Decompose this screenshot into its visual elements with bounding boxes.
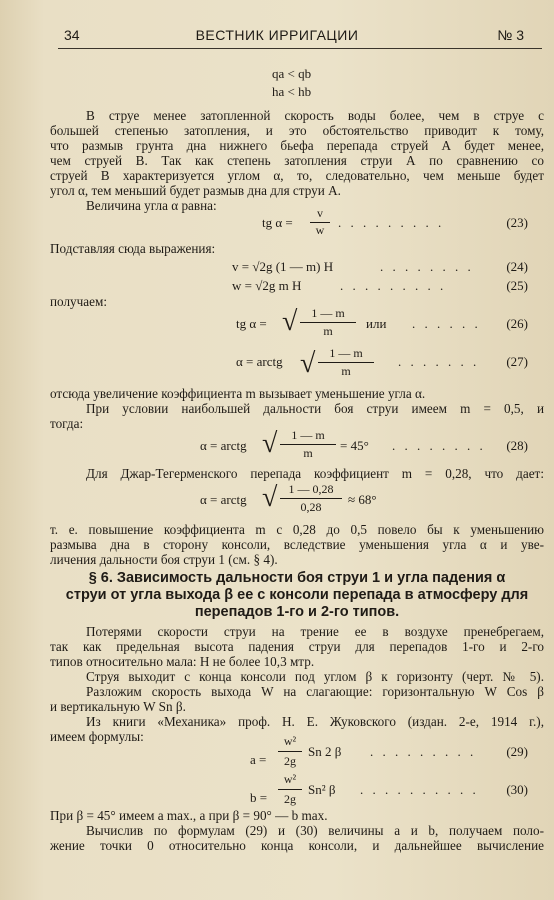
leader-dots: . . . . . . [412, 316, 481, 331]
text-line: получаем: [50, 294, 107, 309]
text-line: жение точки 0 относительно конца консоли, и дальнейшее вычисление [50, 838, 544, 853]
text-line: личения дальности боя струи 1 (см. § 4). [50, 552, 278, 567]
fraction-bar [300, 322, 356, 323]
leader-dots: . . . . . . . . [392, 438, 486, 453]
formula-lhs: α = arctg [236, 354, 283, 369]
text-line: типов относительно мала: Н не более 10,3 мтр. [50, 654, 315, 669]
text-line: Струя выходит с конца консоли под углом β к горизонту (черт. № 5). [86, 669, 544, 684]
radical-sign: √ [262, 428, 278, 459]
fraction-bar [280, 498, 342, 499]
formula-rhs: ≈ 68° [348, 492, 377, 507]
leader-dots: . . . . . . . . . [338, 215, 445, 230]
text-line: т. е. повышение коэффициента m с 0,28 до 0,5 повело бы к уменьшению [50, 522, 544, 537]
equation-number: (29) [506, 744, 528, 759]
formula-lhs: α = arctg [200, 492, 247, 507]
leader-dots: . . . . . . . . [380, 259, 474, 274]
text-line: струей В характеризуется углом α, то, следовательно, чем меньше будет [50, 168, 544, 183]
equation-number: (28) [506, 438, 528, 453]
page-number: 34 [64, 27, 80, 43]
text-line: большей степенью затопления, и это обстоятельство приводит к тому, [50, 123, 544, 138]
fraction-bar [278, 789, 302, 790]
radical-sign: √ [262, 482, 278, 513]
text-line: чем струей В. Так как степень затопления струи А по сравнению со [50, 153, 544, 168]
header-rule [58, 48, 542, 49]
equation-number: (27) [506, 354, 528, 369]
radical-sign: √ [300, 348, 316, 379]
text-line: Из книги «Механика» проф. Н. Е. Жуковского (издан. 2-е, 1914 г.), [86, 714, 544, 729]
text-line: При β = 45° имеем a max., а при β = 90° — b max. [50, 808, 328, 823]
text-line: Подставляя сюда выражения: [50, 241, 216, 256]
formula-lhs: tg α = [236, 316, 267, 331]
page-header [0, 27, 554, 49]
radical-sign: √ [282, 306, 298, 337]
fraction-denominator: m [323, 324, 333, 338]
fraction-denominator: 2g [284, 792, 296, 806]
fraction-denominator: m [341, 364, 351, 378]
fraction-denominator: w [315, 223, 325, 237]
text-line: Потерями скорости струи на трение ее в воздухе пренебрегаем, [86, 624, 544, 639]
formula-rhs: = 45° [340, 438, 369, 453]
formula-rhs: Sn 2 β [308, 744, 342, 759]
fraction-bar [318, 362, 374, 363]
formula-rhs: Sn² β [308, 782, 336, 797]
text-line: Величина угла α равна: [86, 198, 217, 213]
equation-number: (23) [506, 215, 528, 230]
journal-title: ВЕСТНИК ИРРИГАЦИИ [195, 27, 359, 43]
leader-dots: . . . . . . . . . [370, 744, 477, 759]
fraction-denominator: m [303, 446, 313, 460]
equation-number: (25) [506, 278, 528, 293]
text-line: Вычислив по формулам (29) и (30) величины a и b, получаем поло- [86, 823, 544, 838]
equation-number: (30) [506, 782, 528, 797]
text-line: отсюда увеличение коэффициента m вызывает уменьшение угла α. [50, 386, 426, 401]
text-line: В струе менее затопленной скорость воды более, чем в струе с [86, 108, 544, 123]
text-line: Для Джар-Тегерменского перепада коэффициент m = 0,28, что дает: [86, 466, 544, 481]
text-line: тогда: [50, 416, 84, 431]
leader-dots: . . . . . . . . . . [360, 782, 479, 797]
text-line: размыва дна в сторону консоли, вследствие уменьшения угла α и уве- [50, 537, 544, 552]
formula-eq25: w = √2g m H [232, 278, 302, 293]
fraction-bar [280, 444, 336, 445]
equation-number: (24) [506, 259, 528, 274]
formula-lhs: α = arctg [200, 438, 247, 453]
formula-eq24: v = √2g (1 — m) H [232, 259, 334, 274]
formula-lhs: a = [250, 752, 267, 767]
text-line: угол α, тем меньший будет размыв дна для струи А. [50, 183, 341, 198]
fraction-denominator: 0,28 [300, 500, 322, 514]
fraction-numerator: 1 — m [311, 306, 345, 320]
inequality-h: ha < hb [272, 84, 312, 99]
formula-lhs: tg α = [262, 215, 293, 230]
fraction-numerator: 1 — 0,28 [288, 482, 334, 496]
equation-number: (26) [506, 316, 528, 331]
section-heading: § 6. Зависимость дальности боя струи 1 и угла падения α [88, 570, 506, 586]
formula-or: или [366, 316, 387, 331]
text-line: Разложим скорость выхода W на слагающие: горизонтальную W Cos β [86, 684, 544, 699]
fraction-denominator: 2g [284, 754, 296, 768]
issue-number: № 3 [497, 27, 524, 43]
text-line: имеем формулы: [50, 729, 144, 744]
leader-dots: . . . . . . . . . [340, 278, 447, 293]
formula-lhs: b = [250, 790, 268, 805]
text-line: и вертикальную W Sn β. [50, 699, 186, 714]
text-line: что размыв грунта дна нижнего бьефа перепада струей А будет менее, [50, 138, 544, 153]
leader-dots: . . . . . . . [398, 354, 480, 369]
inequality-q: qa < qb [272, 66, 312, 81]
fraction-numerator: 1 — m [329, 346, 363, 360]
text-line: так как предельная высота падения струи для перепадов 1-го и 2-го [50, 639, 544, 654]
fraction-numerator: 1 — m [291, 428, 325, 442]
fraction-numerator: w² [283, 734, 297, 748]
section-heading: перепадов 1-го и 2-го типов. [194, 604, 400, 620]
fraction-numerator: w² [283, 772, 297, 786]
section-heading: струи от угла выхода β ее с консоли перепада в атмосферу для [65, 587, 529, 603]
fraction-bar [278, 751, 302, 752]
text-line: При условии наибольшей дальности боя струи имеем m = 0,5, и [86, 401, 544, 416]
fraction-numerator: v [317, 206, 323, 220]
